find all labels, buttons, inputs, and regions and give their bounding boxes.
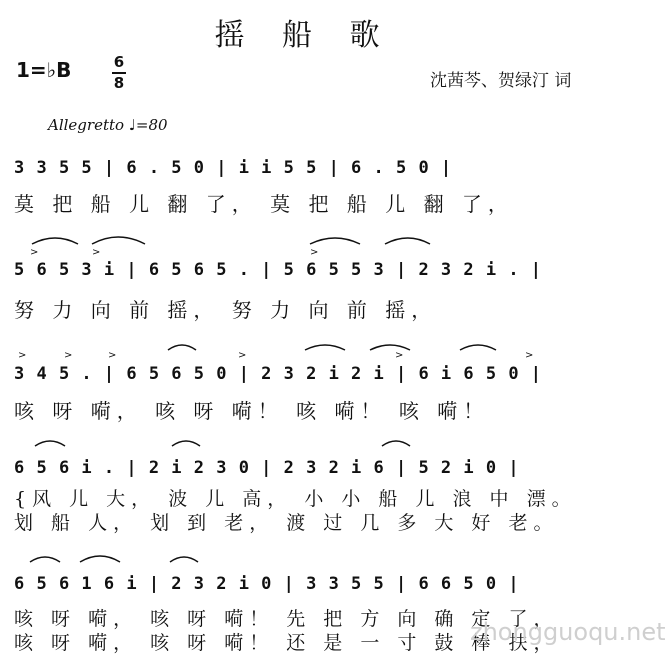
notation-line-2: 5 6 5 3 i | 6 5 6 5 . | 5 6 5 5 3 | 2 3 2 i . | <box>14 260 543 280</box>
key-signature: 1=♭B <box>16 58 72 82</box>
slur-8 <box>460 345 496 350</box>
slur-14 <box>170 557 198 562</box>
accent-4: > <box>18 350 27 361</box>
tempo-marking: Allegretto ♩=80 <box>48 116 168 134</box>
accent-2: > <box>92 247 101 258</box>
lyric-line-4b: 划 船 人， 划 到 老， 渡 过 几 多 大 好 老。 <box>14 512 559 534</box>
notation-line-5: 6 5 6 1 6 i | 2 3 2 i 0 | 3 3 5 5 | 6 6 5 0 | <box>14 574 520 594</box>
notation-line-4: 6 5 6 i . | 2 i 2 3 0 | 2 3 2 i 6 | 5 2 i 0 | <box>14 458 520 478</box>
slur-6 <box>305 345 345 350</box>
lyric-line-5a: 咳 呀 嗬， 咳 呀 嗬！ 先 把 方 向 确 定 了， <box>14 608 559 630</box>
accent-5: > <box>64 350 73 361</box>
slur-11 <box>382 441 410 446</box>
lyric-line-4a: {风 儿 大， 波 儿 高， 小 小 船 儿 浪 中 漂。 <box>14 488 577 510</box>
lyric-line-3: 咳 呀 嗬， 咳 呀 嗬！ 咳 嗬！ 咳 嗬！ <box>14 399 490 423</box>
slur-10 <box>172 441 200 446</box>
slur-9 <box>35 441 65 446</box>
slur-4 <box>385 238 430 244</box>
meter-top: 6 <box>113 53 125 71</box>
watermark: zhongguoqu.net <box>470 618 666 646</box>
accent-3: > <box>310 247 319 258</box>
lyric-line-5b: 咳 呀 嗬， 咳 呀 嗬！ 还 是 一 寸 鼓 棒 扶， <box>14 632 559 654</box>
slur-12 <box>30 557 60 562</box>
accent-7: > <box>238 350 247 361</box>
lyricist-credit: 沈茜芩、贺绿汀 词 <box>430 71 572 91</box>
slur-3 <box>310 238 360 244</box>
accent-8: > <box>395 350 404 361</box>
meter-bottom: 8 <box>113 74 125 92</box>
slur-13 <box>80 556 120 562</box>
lyric-line-2: 努 力 向 前 摇， 努 力 向 前 摇， <box>14 298 438 322</box>
notation-line-1: 3 3 5 5 | 6 . 5 0 | i i 5 5 | 6 . 5 0 | <box>14 158 453 178</box>
slur-1 <box>32 238 78 244</box>
lyric-line-1: 莫 把 船 儿 翻 了， 莫 把 船 儿 翻 了， <box>14 192 514 216</box>
song-title: 摇 船 歌 <box>214 18 394 53</box>
slur-5 <box>168 345 196 350</box>
slur-2 <box>92 237 145 244</box>
accent-9: > <box>525 350 534 361</box>
notation-line-3: 3 4 5 . | 6 5 6 5 0 | 2 3 2 i 2 i | 6 i 6 5 0 | <box>14 364 543 384</box>
accent-6: > <box>108 350 117 361</box>
slur-7 <box>370 345 410 350</box>
accent-1: > <box>30 247 39 258</box>
